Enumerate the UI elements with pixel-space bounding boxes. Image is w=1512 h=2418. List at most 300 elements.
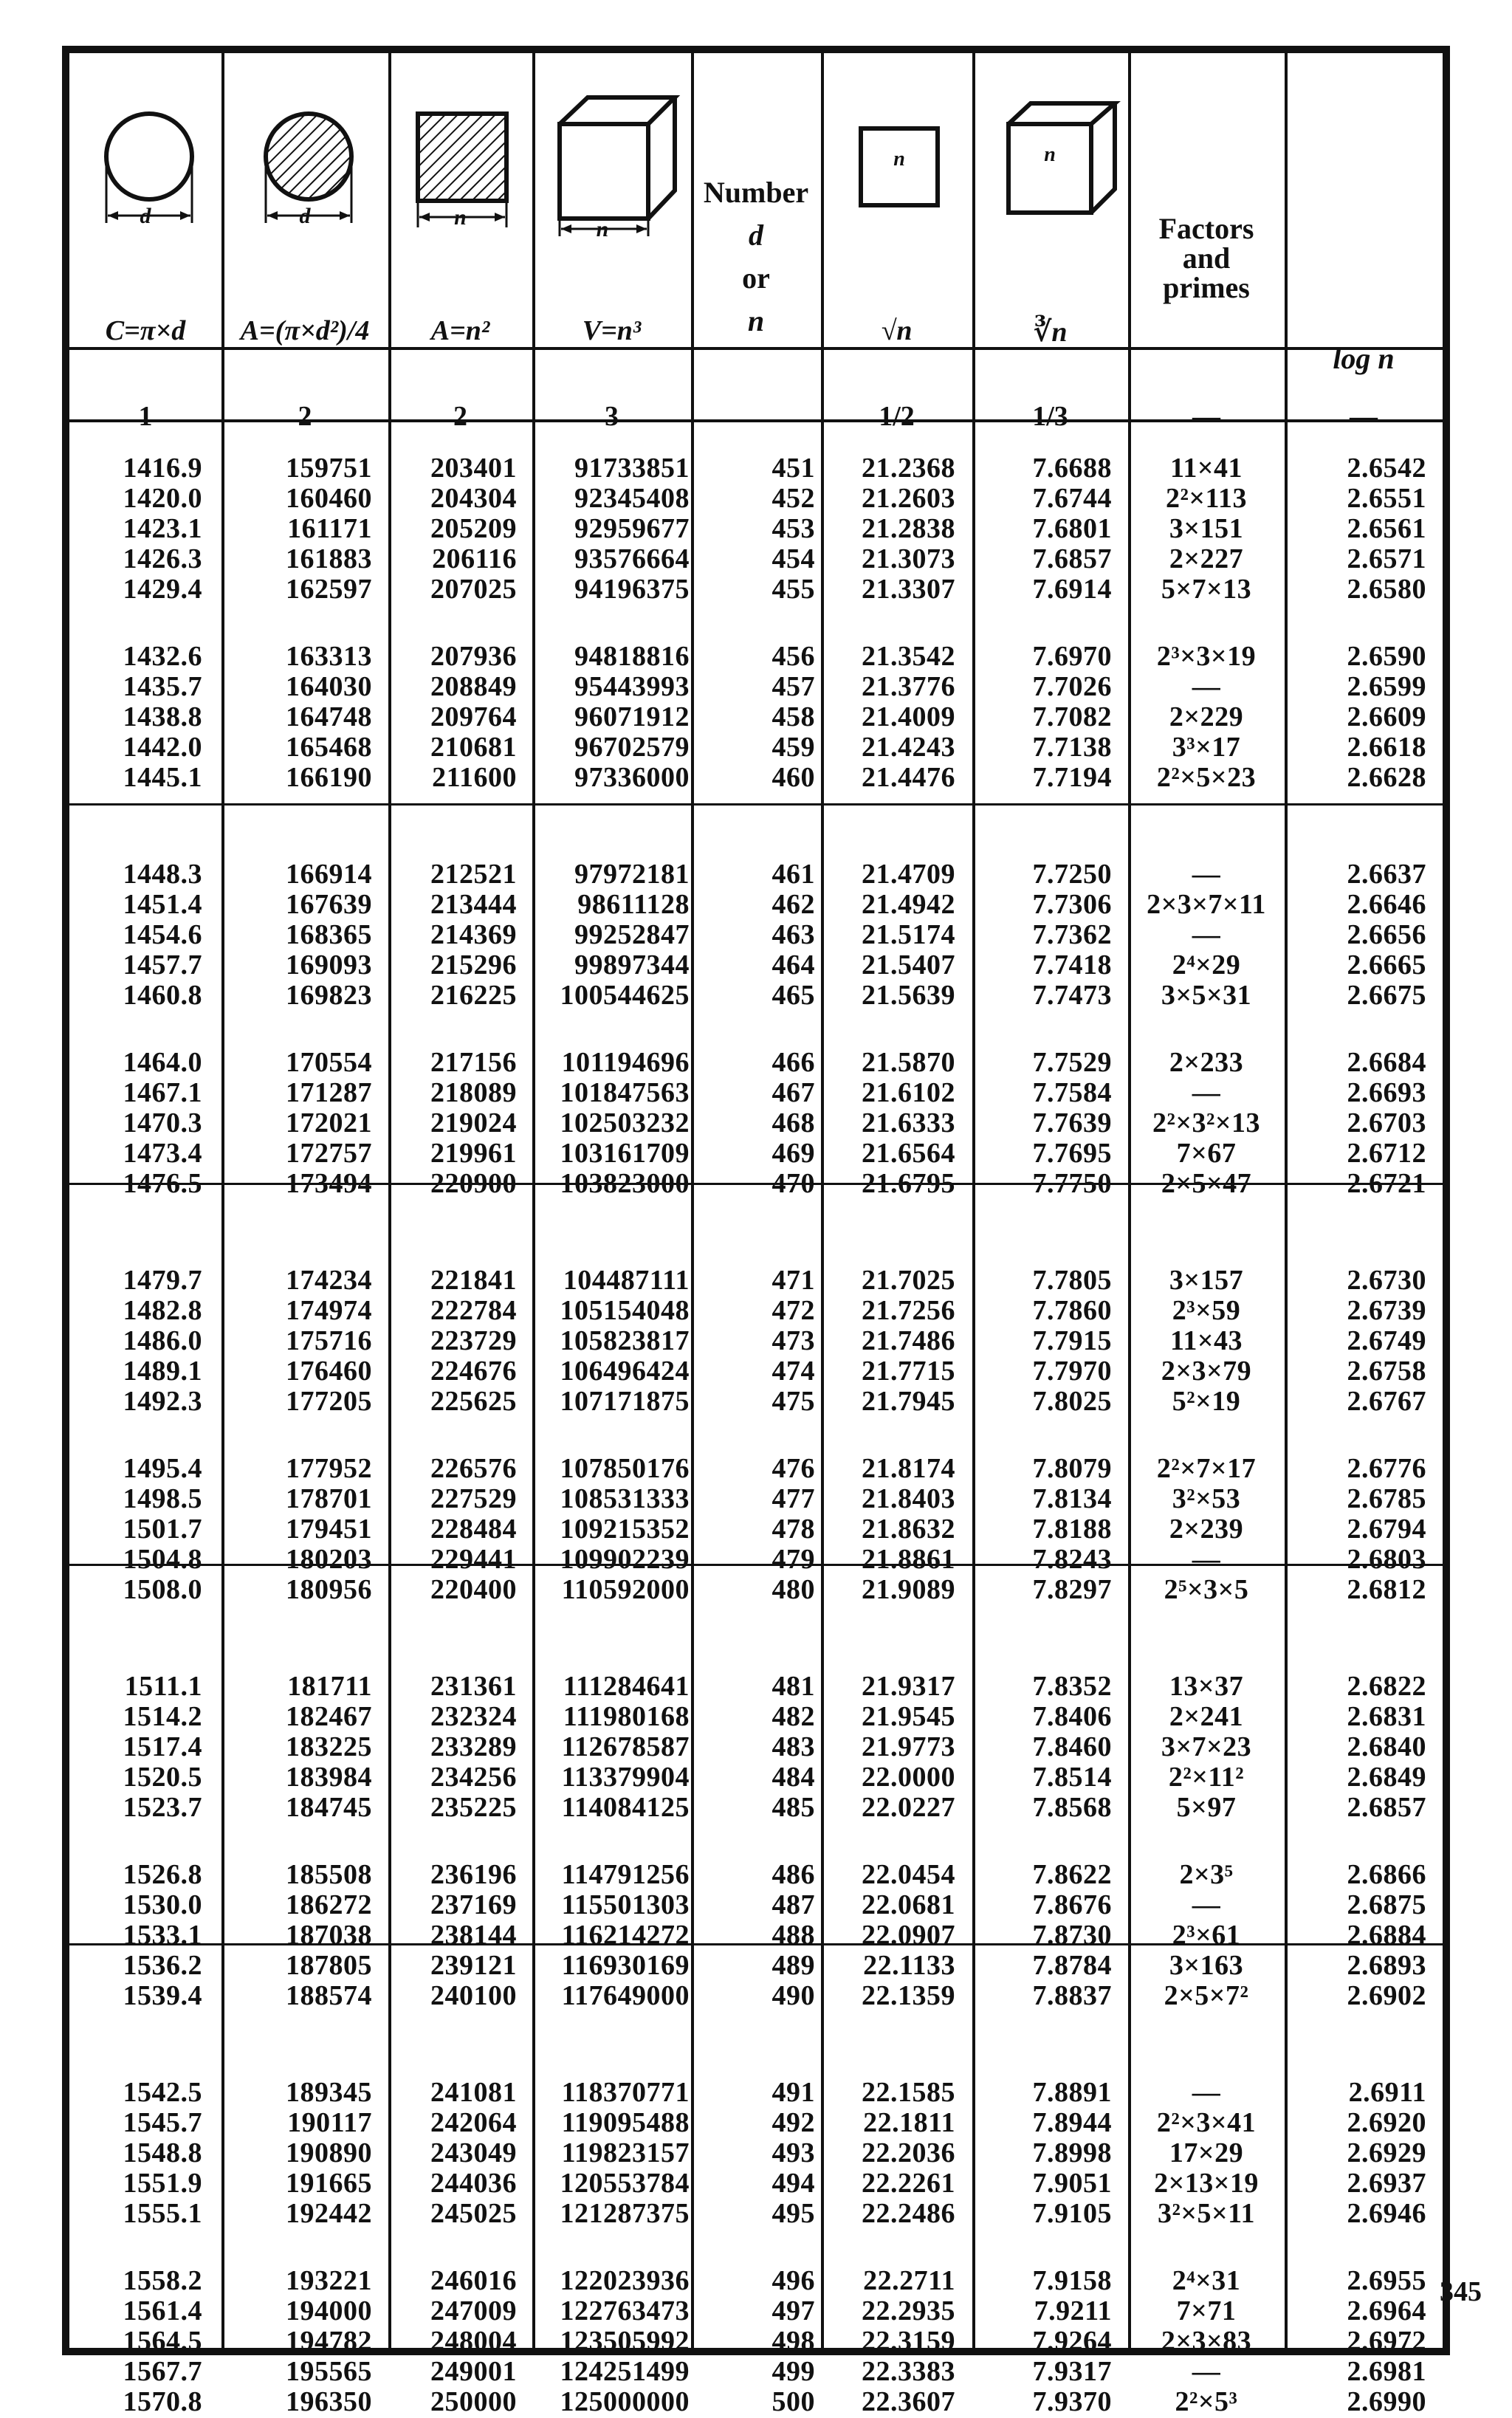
cube-root-cell: 7.7418 — [1032, 949, 1112, 980]
square-root-cell: 22.0907 — [862, 1920, 955, 1951]
cube-cell: 91733851 — [574, 453, 690, 484]
table-row — [69, 1107, 1443, 1137]
circle-area-cell: 169823 — [286, 980, 372, 1011]
circle-area-cell: 190890 — [286, 2137, 372, 2168]
number-cell: 496 — [772, 2265, 815, 2296]
circumference-cell: 1482.8 — [123, 1295, 202, 1326]
factors-cell: 2×229 — [1169, 701, 1244, 732]
square-root-cell: 22.0681 — [862, 1889, 955, 1920]
square-cell: 208849 — [430, 671, 517, 702]
square-root-cell: 21.7715 — [862, 1356, 955, 1387]
table-row — [69, 1513, 1443, 1543]
table-row — [69, 482, 1443, 512]
square-root-cell: 22.1133 — [863, 1950, 955, 1981]
square-cell: 237169 — [430, 1889, 517, 1920]
circumference-cell: 1489.1 — [123, 1356, 202, 1387]
circle-area-cell: 168365 — [286, 919, 372, 950]
circumference-cell: 1567.7 — [123, 2356, 202, 2387]
number-cell: 486 — [772, 1859, 815, 1890]
number-cell: 475 — [772, 1386, 815, 1417]
cube-root-cell: 7.8134 — [1032, 1483, 1112, 1514]
number-cell: 498 — [772, 2326, 815, 2357]
circle-area-cell: 170554 — [286, 1047, 372, 1078]
table-row — [69, 1573, 1443, 1604]
table-row — [69, 701, 1443, 731]
table-row — [69, 949, 1443, 979]
log-cell: 2.6730 — [1347, 1265, 1426, 1296]
table-row — [69, 1919, 1443, 1949]
square-root-cell: 22.2036 — [862, 2137, 955, 2168]
factors-cell: — — [1192, 859, 1221, 890]
cube-cell: 111284641 — [563, 1671, 690, 1702]
circle-area-cell: 193221 — [286, 2265, 372, 2296]
square-root-cell: 22.3383 — [862, 2356, 955, 2387]
factors-cell: 2²×113 — [1166, 483, 1247, 514]
cube-cell: 99252847 — [574, 919, 690, 950]
factors-heading-line: Factors — [1158, 212, 1254, 245]
cube-cell: 107171875 — [560, 1386, 690, 1417]
table-row — [69, 2137, 1443, 2167]
number-cell: 451 — [772, 453, 815, 484]
factors-cell: 3×7×23 — [1161, 1731, 1252, 1762]
square-root-cell: 21.4009 — [862, 701, 955, 732]
cube-dimension-label: n — [596, 217, 609, 241]
square-cell: 236196 — [430, 1859, 517, 1890]
circumference-cell: 1448.3 — [123, 859, 202, 890]
exponent-label: — — [1350, 401, 1378, 432]
circle-area-cell: 167639 — [286, 889, 372, 920]
page-number: 345 — [1440, 2276, 1482, 2307]
circle-area-cell: 175716 — [286, 1325, 372, 1356]
log-cell: 2.6609 — [1347, 701, 1426, 732]
cube-cell: 92345408 — [574, 483, 690, 514]
number-cell: 477 — [772, 1483, 815, 1514]
log-cell: 2.6703 — [1347, 1107, 1426, 1138]
square-root-cell: 21.3542 — [862, 641, 955, 672]
cube-cell: 122763473 — [560, 2295, 690, 2326]
number-cell: 489 — [772, 1950, 815, 1981]
cube-root-cell: 7.7750 — [1032, 1168, 1112, 1199]
table-row — [69, 1543, 1443, 1573]
cube-cell: 114084125 — [561, 1792, 690, 1823]
log-cell: 2.6929 — [1347, 2137, 1426, 2168]
circle-area-cell: 164030 — [286, 671, 372, 702]
factors-cell: 2⁴×31 — [1172, 2265, 1241, 2296]
table-row — [69, 1325, 1443, 1355]
cube-cell: 94196375 — [574, 574, 690, 605]
circumference-cell: 1476.5 — [123, 1168, 202, 1199]
number-cell: 471 — [772, 1265, 815, 1296]
circle-area-cell: 196350 — [286, 2386, 372, 2417]
log-cell: 2.6767 — [1347, 1386, 1426, 1417]
table-row — [69, 1076, 1443, 1107]
table-row — [69, 2386, 1443, 2416]
circle-area-cell: 182467 — [286, 1701, 372, 1732]
square-cell: 220400 — [430, 1574, 517, 1605]
circumference-cell: 1508.0 — [123, 1574, 202, 1605]
cube-cell: 97972181 — [574, 859, 690, 890]
cube-cell: 103161709 — [560, 1138, 690, 1169]
square-cell: 240100 — [430, 1980, 517, 2011]
square-cell: 222784 — [430, 1295, 517, 1326]
log-cell: 2.6955 — [1347, 2265, 1426, 2296]
circumference-cell: 1442.0 — [123, 732, 202, 763]
table-row — [69, 1167, 1443, 1198]
circle-area-cell: 180203 — [286, 1544, 372, 1575]
log-cell: 2.6990 — [1347, 2386, 1426, 2417]
square-root-cell: 22.3159 — [862, 2326, 955, 2357]
circumference-cell: 1423.1 — [123, 513, 202, 544]
number-cell: 487 — [772, 1889, 815, 1920]
square-root-cell: 21.6795 — [862, 1168, 955, 1199]
log-cell: 2.6758 — [1347, 1356, 1426, 1387]
cube-root-cell: 7.8998 — [1032, 2137, 1112, 2168]
square-cell: 238144 — [430, 1920, 517, 1951]
log-cell: 2.6794 — [1347, 1514, 1426, 1545]
cube-cell: 109215352 — [560, 1514, 690, 1545]
square-root-cell: 21.7945 — [862, 1386, 955, 1417]
square-root-cell: 21.4243 — [862, 732, 955, 763]
table-row — [69, 888, 1443, 918]
circle-area-cell: 187805 — [286, 1950, 372, 1981]
number-cell: 468 — [772, 1107, 815, 1138]
number-cell: 453 — [772, 513, 815, 544]
circle-area-cell: 179451 — [286, 1514, 372, 1545]
log-cell: 2.6946 — [1347, 2198, 1426, 2229]
number-heading-line: Number — [703, 176, 809, 209]
factors-cell: 2×3×79 — [1161, 1356, 1252, 1387]
factors-cell: 2×227 — [1169, 543, 1244, 574]
log-cell: 2.6840 — [1347, 1731, 1426, 1762]
square-cell: 246016 — [430, 2265, 517, 2296]
cube-cell: 102503232 — [560, 1107, 690, 1138]
circle-area-cell: 166914 — [286, 859, 372, 890]
square-cell: 224676 — [430, 1356, 517, 1387]
cube-cell: 95443993 — [574, 671, 690, 702]
factors-cell: 3²×53 — [1172, 1483, 1241, 1514]
number-cell: 460 — [772, 762, 815, 793]
cube-cell: 109902239 — [560, 1544, 690, 1575]
circumference-cell: 1539.4 — [123, 1980, 202, 2011]
circle-area-cell: 195565 — [286, 2356, 372, 2387]
cube-root-cell: 7.8730 — [1032, 1920, 1112, 1951]
square-cell: 218089 — [430, 1077, 517, 1108]
factors-cell: 7×67 — [1176, 1138, 1237, 1169]
number-cell: 461 — [772, 859, 815, 890]
square-cell: 214369 — [430, 919, 517, 950]
circumference-cell: 1523.7 — [123, 1792, 202, 1823]
square-cell: 234256 — [430, 1762, 517, 1793]
cube-root-cell: 7.6744 — [1032, 483, 1112, 514]
cube-cell: 113379904 — [561, 1762, 690, 1793]
table-row — [69, 1264, 1443, 1294]
square-cell: 245025 — [430, 2198, 517, 2229]
log-cell: 2.6739 — [1347, 1295, 1426, 1326]
factors-cell: 3³×17 — [1172, 732, 1241, 763]
circle-area-cell: 184745 — [286, 1792, 372, 1823]
factors-cell: 2³×3×19 — [1156, 641, 1257, 672]
number-cell: 452 — [772, 483, 815, 514]
number-cell: 464 — [772, 949, 815, 980]
table-row — [69, 543, 1443, 573]
cube-root-cell: 7.8891 — [1032, 2077, 1112, 2108]
cube-root-cell: 7.6801 — [1032, 513, 1112, 544]
table-row — [69, 2325, 1443, 2355]
table-row — [69, 2076, 1443, 2106]
cube-root-cell: 7.8944 — [1032, 2107, 1112, 2138]
circle-area-cell: 176460 — [286, 1356, 372, 1387]
square-cell: 207936 — [430, 641, 517, 672]
factors-cell: 2³×61 — [1172, 1920, 1241, 1951]
square-root-cell: 22.2261 — [862, 2168, 955, 2199]
circumference-formula: C=π×d — [105, 315, 186, 346]
circle-area-cell: 163313 — [286, 641, 372, 672]
cube-root-cell: 7.6914 — [1032, 574, 1112, 605]
log-cell: 2.6831 — [1347, 1701, 1426, 1732]
cube-cell: 111980168 — [563, 1701, 690, 1732]
log-cell: 2.6684 — [1347, 1047, 1426, 1078]
table-row — [69, 640, 1443, 670]
circumference-cell: 1451.4 — [123, 889, 202, 920]
cube-root-cell: 7.8622 — [1032, 1859, 1112, 1890]
circle-area-cell: 190117 — [287, 2107, 372, 2138]
square-root-cell: 22.2486 — [862, 2198, 955, 2229]
number-cell: 463 — [772, 919, 815, 950]
log-cell: 2.6866 — [1347, 1859, 1426, 1890]
cube-cell: 106496424 — [560, 1356, 690, 1387]
circumference-cell: 1558.2 — [123, 2265, 202, 2296]
square-root-cell: 21.8174 — [862, 1453, 955, 1484]
square-root-cell: 21.5407 — [862, 949, 955, 980]
cube-cell: 104487111 — [563, 1265, 690, 1296]
number-cell: 479 — [772, 1544, 815, 1575]
circumference-cell: 1435.7 — [123, 671, 202, 702]
square-cell: 250000 — [430, 2386, 517, 2417]
number-cell: 465 — [772, 980, 815, 1011]
cube-root-box-label: n — [1044, 143, 1056, 166]
cube-cell: 112678587 — [561, 1731, 690, 1762]
log-cell: 2.6857 — [1347, 1792, 1426, 1823]
factors-cell: 2×5×7² — [1164, 1980, 1249, 2011]
table-row — [69, 512, 1443, 543]
square-cell: 217156 — [430, 1047, 517, 1078]
cube-root-cell: 7.7250 — [1032, 859, 1112, 890]
number-cell: 462 — [772, 889, 815, 920]
cube-cell: 123505992 — [560, 2326, 690, 2357]
cube-cell: 96702579 — [574, 732, 690, 763]
circumference-cell: 1555.1 — [123, 2198, 202, 2229]
log-cell: 2.6972 — [1347, 2326, 1426, 2357]
square-cell: 225625 — [430, 1386, 517, 1417]
circle-area-cell: 183225 — [286, 1731, 372, 1762]
table-row — [69, 761, 1443, 791]
circle-area-cell: 159751 — [286, 453, 372, 484]
table-row — [69, 1385, 1443, 1415]
square-area-formula: A=n² — [430, 315, 490, 346]
circle-area-cell: 180956 — [286, 1574, 372, 1605]
number-cell: 490 — [772, 1980, 815, 2011]
circle-area-cell: 183984 — [286, 1762, 372, 1793]
table-row — [69, 452, 1443, 482]
square-root-cell: 21.9545 — [862, 1701, 955, 1732]
table-row — [69, 1137, 1443, 1167]
circumference-cell: 1420.0 — [123, 483, 202, 514]
log-cell: 2.6937 — [1347, 2168, 1426, 2199]
log-cell: 2.6571 — [1347, 543, 1426, 574]
number-cell: 473 — [772, 1325, 815, 1356]
cube-cell: 105823817 — [560, 1325, 690, 1356]
circumference-cell: 1517.4 — [123, 1731, 202, 1762]
circumference-cell: 1570.8 — [123, 2386, 202, 2417]
circumference-cell: 1504.8 — [123, 1544, 202, 1575]
number-cell: 476 — [772, 1453, 815, 1484]
exponent-label: 2 — [453, 401, 467, 432]
log-cell: 2.6875 — [1347, 1889, 1426, 1920]
table-row — [69, 1452, 1443, 1483]
cube-root-cell: 7.8079 — [1032, 1453, 1112, 1484]
square-root-cell: 21.2838 — [862, 513, 955, 544]
square-cell: 223729 — [430, 1325, 517, 1356]
number-heading-line: n — [747, 304, 765, 337]
factors-cell: 2×3×83 — [1161, 2326, 1252, 2357]
cube-root-cell: 7.7194 — [1032, 762, 1112, 793]
cube-root-cell: 7.8406 — [1032, 1701, 1112, 1732]
number-cell: 467 — [772, 1077, 815, 1108]
factors-cell: 2×233 — [1169, 1047, 1244, 1078]
cube-cell: 116930169 — [561, 1950, 690, 1981]
exponent-label: 1/3 — [1032, 401, 1068, 432]
square-root-cell: 22.2711 — [863, 2265, 955, 2296]
cube-root-cell: 7.8514 — [1032, 1762, 1112, 1793]
log-cell: 2.6590 — [1347, 641, 1426, 672]
cube-cell: 107850176 — [560, 1453, 690, 1484]
cube-cell: 96071912 — [574, 701, 690, 732]
square-root-box-label: n — [893, 148, 905, 171]
square-root-formula: √n — [881, 315, 913, 346]
square-cell: 219961 — [430, 1138, 517, 1169]
square-dimension-label: n — [454, 205, 467, 230]
number-cell: 478 — [772, 1514, 815, 1545]
circle-area-cell: 166190 — [286, 762, 372, 793]
exponent-label: 1/2 — [879, 401, 915, 432]
square-cell: 220900 — [430, 1168, 517, 1199]
cube-root-formula: ∛n — [1033, 317, 1068, 348]
square-root-cell: 22.3607 — [862, 2386, 955, 2417]
cube-root-cell: 7.9370 — [1032, 2386, 1112, 2417]
cube-root-cell: 7.7695 — [1032, 1138, 1112, 1169]
table-row — [69, 1791, 1443, 1821]
cube-cell: 103823000 — [560, 1168, 690, 1199]
square-cell: 248004 — [430, 2326, 517, 2357]
cube-cell: 93576664 — [574, 543, 690, 574]
circumference-cell: 1561.4 — [123, 2295, 202, 2326]
table-row — [69, 1949, 1443, 1979]
number-cell: 482 — [772, 1701, 815, 1732]
cube-root-cell: 7.9105 — [1032, 2198, 1112, 2229]
cube-cell: 99897344 — [574, 949, 690, 980]
cube-root-cell: 7.9211 — [1034, 2295, 1112, 2326]
factors-cell: 5×7×13 — [1161, 574, 1252, 605]
number-cell: 492 — [772, 2107, 815, 2138]
square-cell: 221841 — [430, 1265, 517, 1296]
cube-cell: 125000000 — [560, 2386, 690, 2417]
log-cell: 2.6599 — [1347, 671, 1426, 702]
cube-root-cell: 7.7915 — [1032, 1325, 1112, 1356]
number-cell: 455 — [772, 574, 815, 605]
exponent-label: 2 — [298, 401, 312, 432]
number-cell: 484 — [772, 1762, 815, 1793]
log-cell: 2.6911 — [1348, 2077, 1426, 2108]
factors-cell: 3×163 — [1169, 1950, 1244, 1981]
circle-area-cell: 165468 — [286, 732, 372, 763]
number-cell: 458 — [772, 701, 815, 732]
cube-root-cell: 7.7138 — [1032, 732, 1112, 763]
circumference-cell: 1542.5 — [123, 2077, 202, 2108]
circle-area-formula: A=(π×d²)/4 — [240, 315, 370, 346]
cube-cell: 110592000 — [561, 1574, 690, 1605]
table-row — [69, 1670, 1443, 1700]
circle-area-cell: 194000 — [286, 2295, 372, 2326]
log-cell: 2.6884 — [1347, 1920, 1426, 1951]
cube-cell: 105154048 — [560, 1295, 690, 1326]
cube-cell: 117649000 — [561, 1980, 690, 2011]
table-row — [69, 2167, 1443, 2197]
log-cell: 2.6580 — [1347, 574, 1426, 605]
cube-root-cell: 7.8784 — [1032, 1950, 1112, 1981]
table-row — [69, 1355, 1443, 1385]
circumference-cell: 1486.0 — [123, 1325, 202, 1356]
table-row — [69, 918, 1443, 949]
circle-area-cell: 189345 — [286, 2077, 372, 2108]
factors-cell: 11×41 — [1169, 453, 1243, 484]
number-cell: 480 — [772, 1574, 815, 1605]
factors-cell: — — [1192, 919, 1221, 950]
circumference-cell: 1501.7 — [123, 1514, 202, 1545]
circle-area-cell: 192442 — [286, 2198, 372, 2229]
circumference-cell: 1533.1 — [123, 1920, 202, 1951]
number-cell: 499 — [772, 2356, 815, 2387]
square-root-cell: 22.1359 — [862, 1980, 955, 2011]
circle-area-cell: 174234 — [286, 1265, 372, 1296]
exponent-label: 1 — [138, 401, 153, 432]
cube-cell: 101194696 — [561, 1047, 690, 1078]
cube-root-cell: 7.9317 — [1032, 2356, 1112, 2387]
factors-cell: 7×71 — [1176, 2295, 1237, 2326]
log-cell: 2.6776 — [1347, 1453, 1426, 1484]
cube-root-cell: 7.7805 — [1032, 1265, 1112, 1296]
number-cell: 500 — [772, 2386, 815, 2417]
log-heading: log n — [1333, 342, 1395, 375]
circumference-cell: 1438.8 — [123, 701, 202, 732]
square-root-cell: 21.2368 — [862, 453, 955, 484]
cube-cell: 118370771 — [561, 2077, 690, 2108]
factors-cell: 2×3⁵ — [1179, 1859, 1234, 1890]
cube-cell: 98611128 — [577, 889, 690, 920]
circumference-cell: 1470.3 — [123, 1107, 202, 1138]
log-cell: 2.6812 — [1347, 1574, 1426, 1605]
table-row — [69, 2197, 1443, 2228]
circumference-cell: 1464.0 — [123, 1047, 202, 1078]
table-row — [69, 979, 1443, 1009]
square-cell: 207025 — [430, 574, 517, 605]
circumference-cell: 1551.9 — [123, 2168, 202, 2199]
square-cell: 244036 — [430, 2168, 517, 2199]
circumference-cell: 1526.8 — [123, 1859, 202, 1890]
cube-root-cell: 7.7082 — [1032, 701, 1112, 732]
factors-cell: 17×29 — [1169, 2137, 1244, 2168]
square-cell: 203401 — [430, 453, 517, 484]
factors-cell: — — [1192, 2356, 1221, 2387]
